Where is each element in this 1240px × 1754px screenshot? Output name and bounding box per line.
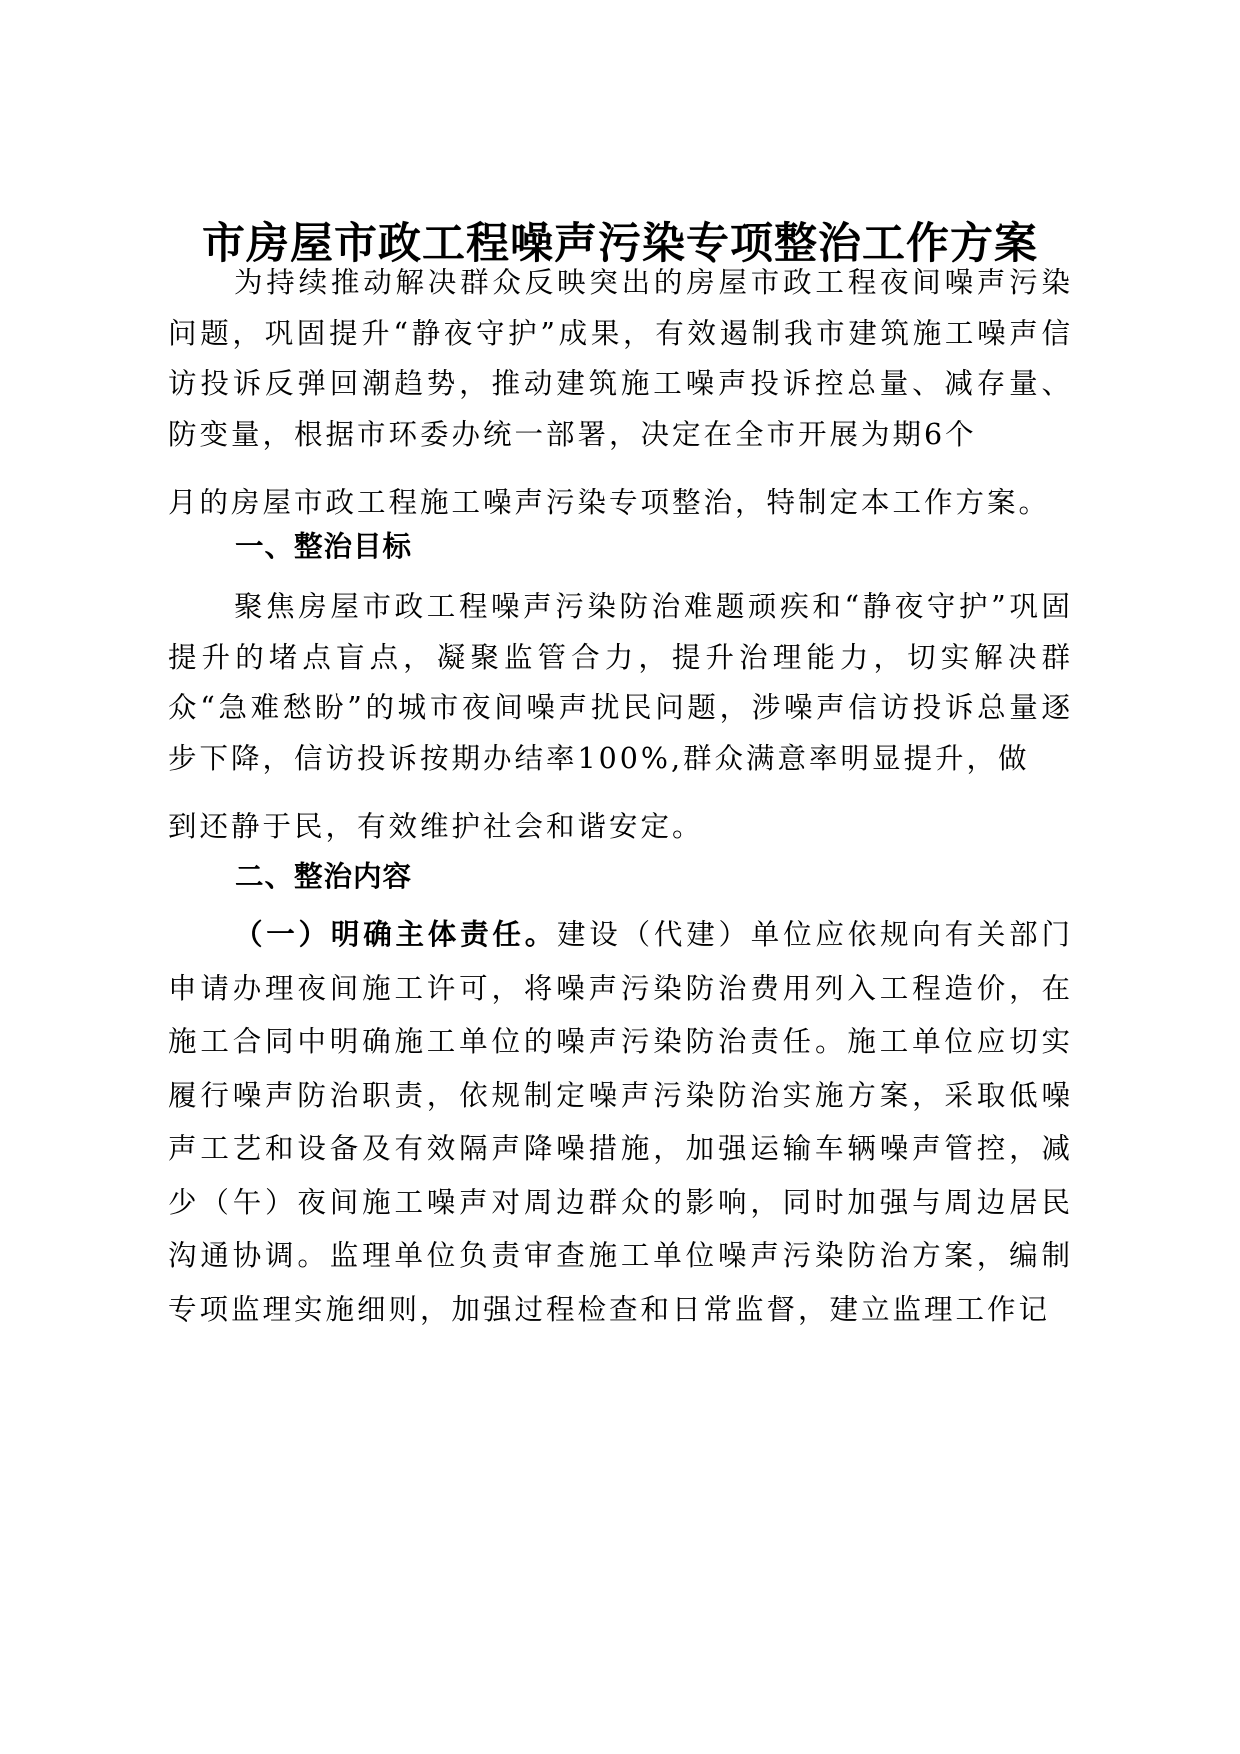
section-1-paragraph-text: 聚焦房屋市政工程噪声污染防治难题顽疾和“静夜守护”巩固提升的堵点盲点，凝聚监管合力，提升治理能力，切实解决群众“急难愁盼”的城市夜间噪声扰民问题，涉噪声信访投诉总量逐步下降，信访投诉按期办结率100%,群众满意率明显提升，做 (168, 590, 1073, 775)
section-2-item-1-lead: （一）明确主体责任。 (234, 917, 557, 951)
intro-paragraph-continuation: 月的房屋市政工程施工噪声污染专项整治，特制定本工作方案。 (168, 486, 1051, 519)
section-2-item-1-text: 建设（代建）单位应依规向有关部门申请办理夜间施工许可，将噪声污染防治费用列入工程造价，在施工合同中明确施工单位的噪声污染防治责任。施工单位应切实履行噪声防治职责，依规制定噪声污染防治实施方案，采取低噪声工艺和设备及有效隔声降噪措施，加强运输车辆噪声管控，减少（午）夜间施工噪声对周边群众的影响，同时加强与周边居民沟通协调。监理单位负责审查施工单位噪声污染防治方案，编制专项监理实施细则，加强过程检查和日常监督，建立监理工作记 (168, 918, 1073, 1326)
section-1-paragraph (168, 582, 1073, 784)
section-2-heading: 二、整治内容 (235, 860, 413, 893)
section-1-paragraph-continuation: 到还静于民，有效维护社会和谐安定。 (168, 810, 704, 843)
intro-paragraph (168, 258, 1073, 460)
section-2-item-1-paragraph (168, 908, 1073, 1336)
section-1-heading: 一、整治目标 (235, 530, 413, 563)
intro-paragraph-text: 为持续推动解决群众反映突出的房屋市政工程夜间噪声污染问题，巩固提升“静夜守护”成果，有效遏制我市建筑施工噪声信访投诉反弹回潮趋势，推动建筑施工噪声投诉控总量、减存量、防变量，根据市环委办统一部署，决定在全市开展为期6个 (168, 266, 1073, 451)
document-title: 市房屋市政工程噪声污染专项整治工作方案 (202, 219, 1038, 269)
